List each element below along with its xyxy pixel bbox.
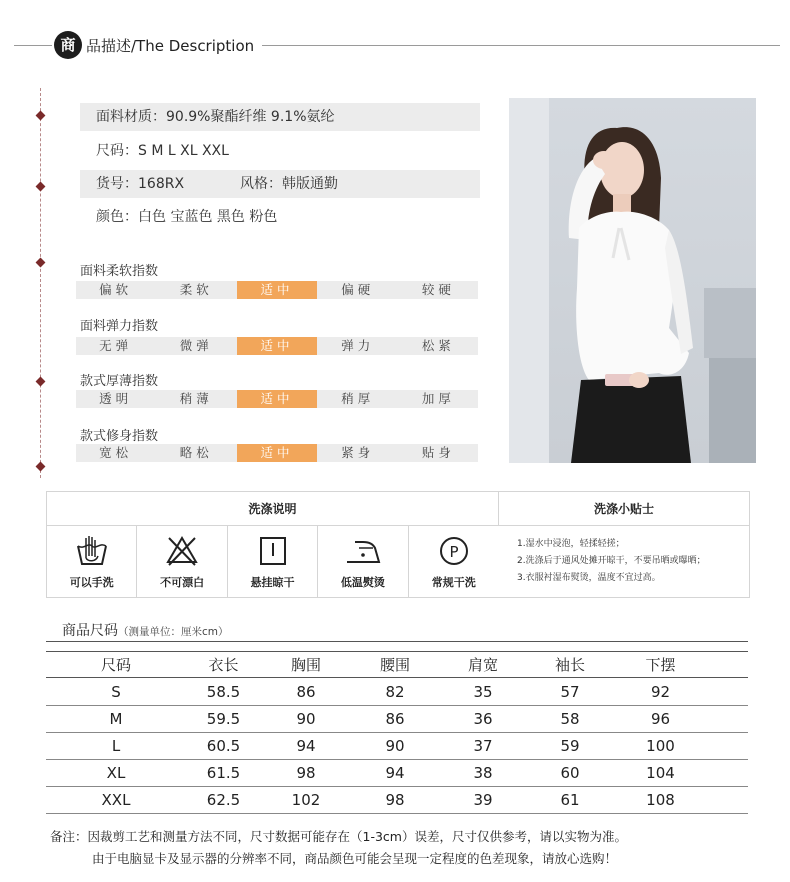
header-divider [262,45,780,46]
index-title: 款式厚薄指数 [80,374,159,389]
table-cell: 98 [296,764,316,782]
table-cell: 35 [473,683,493,701]
index-scale-elasticity [76,337,478,355]
header-divider [14,45,52,46]
size-title-text: 商品尺码 [62,623,118,639]
table-cell: S [111,683,121,701]
table-cell: 94 [296,737,316,755]
index-option: 偏硬 [318,281,397,299]
axis-marker [36,111,46,121]
index-option: 略松 [157,444,236,462]
table-cell: 61.5 [206,764,241,782]
index-option-selected: 适中 [237,281,316,299]
table-cell: 39 [473,791,493,809]
size-table-divider [46,641,748,642]
wash-item [318,526,408,597]
spec-sizes: 尺码：S M L XL XXL [96,143,229,159]
wash-item [137,526,227,597]
wash-label: 常规干洗 [431,576,476,589]
index-option-selected: 适中 [237,444,316,462]
wash-label: 低温熨烫 [340,576,385,589]
table-cell: 104 [646,764,675,782]
table-cell: 60 [560,764,580,782]
column-header: 衣长 [208,656,239,674]
dry-clean-icon [438,534,470,568]
index-title: 面料弹力指数 [80,319,159,334]
spec-material: 面料材质：90.9%聚酯纤维 9.1%氨纶 [80,103,480,131]
size-table-title [62,620,229,640]
table-cell: 90 [296,710,316,728]
column-header: 尺码 [100,656,131,674]
hang-dry-icon [257,534,289,568]
index-scale-thickness [76,390,478,408]
wash-item [47,526,137,597]
index-scale-fit [76,444,478,462]
table-cell: 98 [385,791,405,809]
table-cell: 36 [473,710,493,728]
table-row [46,679,748,706]
table-cell: 38 [473,764,493,782]
table-cell: 62.5 [206,791,241,809]
wash-label: 悬挂晾干 [250,576,295,589]
table-row [46,787,748,814]
index-option: 加厚 [399,390,478,408]
axis-marker [36,258,46,268]
index-option-selected: 适中 [237,390,316,408]
axis-marker [36,377,46,387]
wash-header: 洗涤说明 [47,492,499,526]
table-cell: 59.5 [206,710,241,728]
column-header: 腰围 [379,656,410,674]
model-illustration [509,98,756,463]
column-header: 袖长 [554,656,585,674]
table-cell: 59 [560,737,580,755]
table-cell: 102 [291,791,321,809]
header-badge: 商 [54,31,82,59]
remark-note: 由于电脑显卡及显示器的分辨率不同，商品颜色可能会呈现一定程度的色差现象，请放心选购！ [92,851,618,866]
decorative-axis [40,88,41,478]
index-title: 款式修身指数 [80,429,159,444]
wash-tip: 3.衣服衬湿布熨烫，温度不宜过高。 [517,573,661,583]
index-option: 透明 [76,390,155,408]
index-option: 柔软 [157,281,236,299]
table-cell: 96 [650,710,671,728]
table-cell: 37 [473,737,493,755]
spec-style: 风格：韩版通勤 [240,176,339,192]
index-option: 稍厚 [318,390,397,408]
table-cell: 94 [385,764,405,782]
no-bleach-icon [166,534,198,568]
index-option: 较硬 [399,281,478,299]
axis-marker [36,182,46,192]
table-cell: 86 [296,683,316,701]
wash-label: 不可漂白 [160,576,205,589]
table-row [46,733,748,760]
wash-tips [517,536,749,587]
wash-item [409,526,499,597]
table-cell: 108 [646,791,675,809]
wash-instructions-table [46,491,750,598]
remark-note: 备注：因裁剪工艺和测量方法不同，尺寸数据可能存在（1-3cm）误差，尺寸仅供参考，请以实物为准。 [50,829,627,844]
hand-wash-icon [76,534,108,568]
index-option: 稍薄 [157,390,236,408]
table-cell: 60.5 [206,737,241,755]
table-cell: L [111,737,121,755]
index-option: 贴身 [399,444,478,462]
table-cell: M [109,710,123,728]
axis-marker [36,462,46,472]
index-option: 宽松 [76,444,155,462]
index-option-selected: 适中 [237,337,316,355]
index-title: 面料柔软指数 [80,264,159,279]
spec-item-no: 货号：168RX [96,176,185,192]
index-option: 紧身 [318,444,397,462]
table-cell: 92 [650,683,671,701]
header-title: 品描述/The Description [86,37,255,55]
table-cell: XXL [101,791,131,809]
table-row [46,760,748,787]
index-option: 偏软 [76,281,155,299]
low-iron-icon [345,534,381,568]
product-photo [509,98,756,463]
table-cell: 61 [560,791,580,809]
index-option: 松紧 [399,337,478,355]
wash-tip: 2.洗涤后于通风处摊开晾干，不要吊晒或曝晒； [517,556,706,566]
table-cell: 58 [560,710,580,728]
section-header [0,28,790,62]
column-header: 胸围 [290,656,321,674]
index-option: 弹力 [318,337,397,355]
index-scale-softness [76,281,478,299]
wash-label: 可以手洗 [69,576,114,589]
table-row [46,706,748,733]
table-cell: 86 [385,710,405,728]
table-cell: 90 [385,737,405,755]
table-cell: XL [106,764,126,782]
index-option: 微弹 [157,337,236,355]
svg-text:P: P [449,543,459,561]
table-cell: 58.5 [206,683,241,701]
table-cell: 82 [385,683,405,701]
size-table-header [46,651,748,678]
column-header: 肩宽 [467,656,498,674]
wash-item [228,526,318,597]
table-cell: 57 [560,683,580,701]
wash-tips-header: 洗涤小贴士 [499,492,749,526]
spec-item-style [80,170,480,198]
column-header: 下摆 [645,656,676,674]
wash-tip: 1.湿水中浸泡，轻揉轻搓； [517,539,625,549]
index-option: 无弹 [76,337,155,355]
size-unit-text: （测量单位：厘米cm） [118,626,229,638]
table-cell: 100 [646,737,675,755]
spec-colors: 颜色：白色 宝蓝色 黑色 粉色 [96,209,278,225]
